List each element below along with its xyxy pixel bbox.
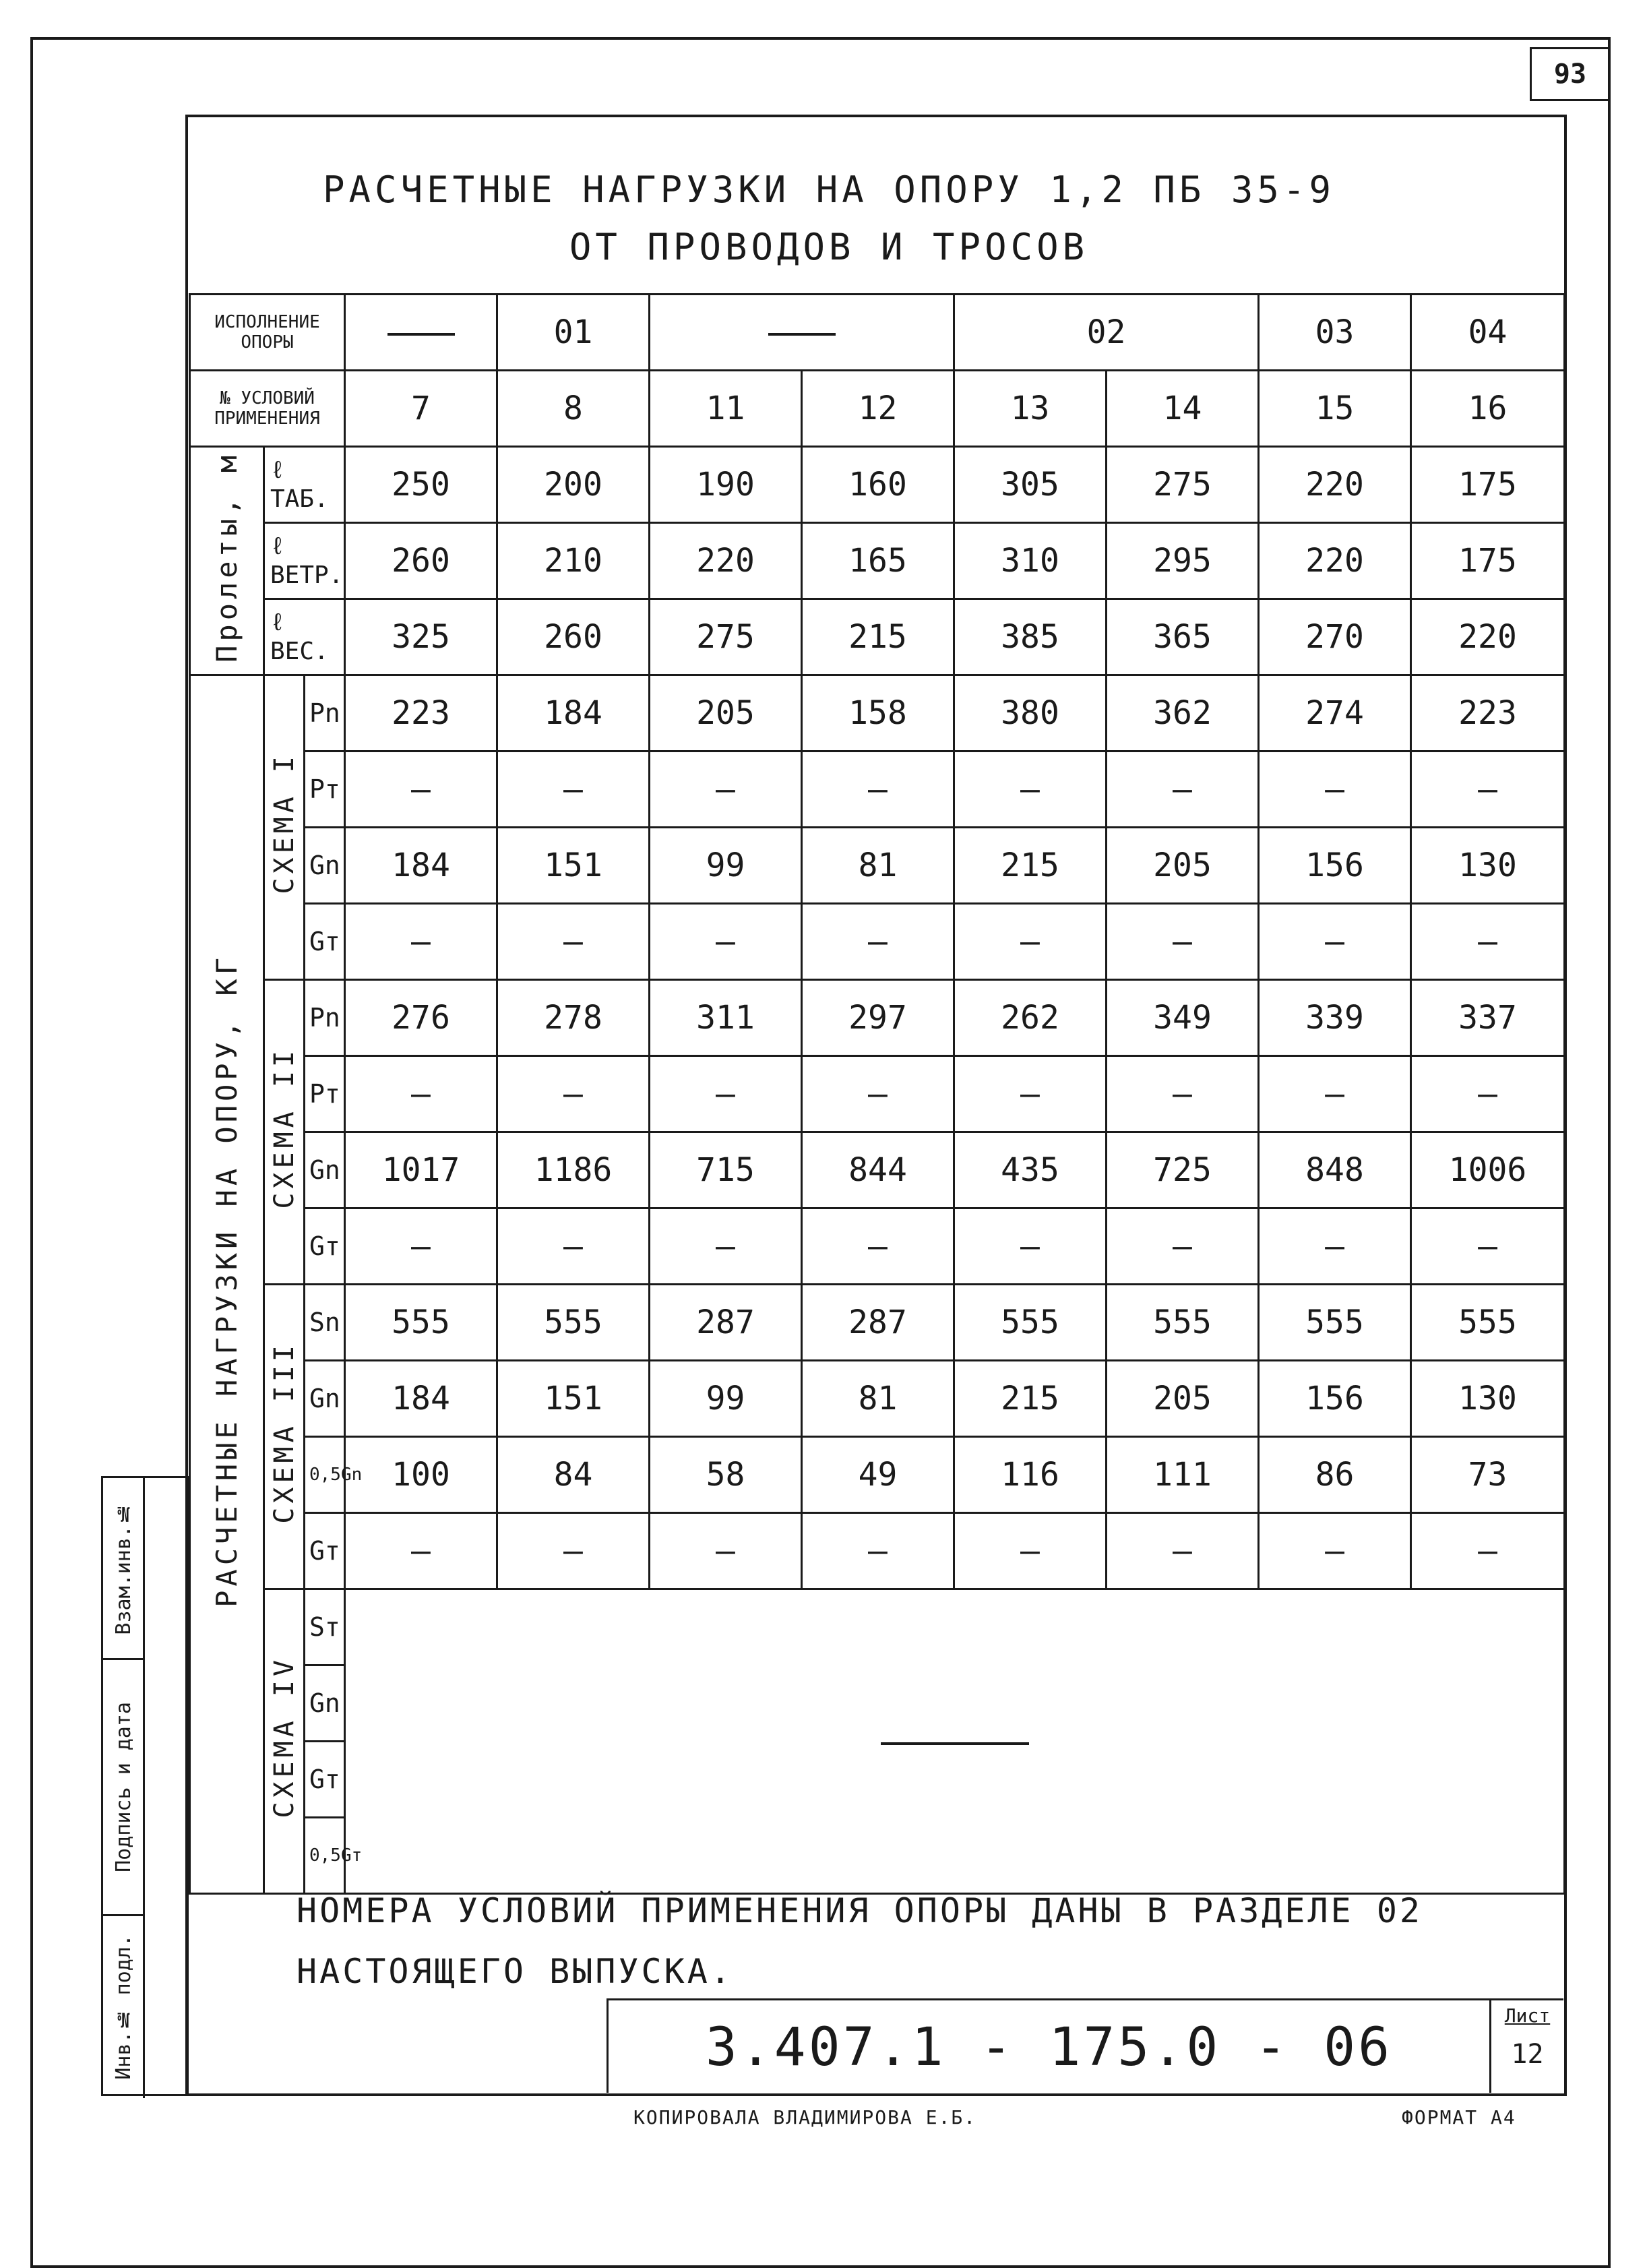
table-cell: 220 xyxy=(650,523,802,599)
scheme-row xyxy=(190,752,1565,828)
table-cell: 435 xyxy=(954,1132,1107,1208)
table-cell: 130 xyxy=(1411,1361,1565,1437)
scheme-iv-merged-cell xyxy=(345,1589,1565,1894)
sheet-number: 12 xyxy=(1511,2039,1544,2070)
title-line-1: РАСЧЕТНЫЕ НАГРУЗКИ НА ОПОРУ 1,2 ПБ 35-9 xyxy=(323,168,1335,211)
condition-value: 14 xyxy=(1107,371,1259,447)
table-cell: — xyxy=(1411,904,1565,980)
condition-value: 8 xyxy=(497,371,650,447)
table-cell: 156 xyxy=(1259,1361,1411,1437)
table-cell: 190 xyxy=(650,447,802,523)
table-cell: 555 xyxy=(1107,1285,1259,1361)
table-cell: — xyxy=(650,1513,802,1589)
table-cell: 848 xyxy=(1259,1132,1411,1208)
table-cell: 1186 xyxy=(497,1132,650,1208)
table-cell: — xyxy=(1259,904,1411,980)
condition-row xyxy=(190,371,1565,447)
table-cell: 260 xyxy=(497,599,650,675)
scheme-row xyxy=(190,1056,1565,1132)
sheet-label: Лист xyxy=(1504,2004,1551,2027)
title-line-2: ОТ ПРОВОДОВ И ТРОСОВ xyxy=(569,226,1089,268)
table-cell: 297 xyxy=(802,980,954,1056)
span-row xyxy=(190,447,1565,523)
table-cell: 715 xyxy=(650,1132,802,1208)
execution-value: 02 xyxy=(954,295,1259,371)
execution-value: 03 xyxy=(1259,295,1411,371)
format-label: ФОРМАТ А4 xyxy=(1402,2106,1516,2128)
span-label: ℓ ТАБ. xyxy=(264,447,345,523)
table-cell: 73 xyxy=(1411,1437,1565,1513)
table-cell: 215 xyxy=(802,599,954,675)
table-cell: 844 xyxy=(802,1132,954,1208)
side-cell-replace-inv: Взам.инв.№ xyxy=(103,1478,144,1660)
row-symbol: 0,5Gт xyxy=(305,1818,345,1894)
table-cell: 220 xyxy=(1259,447,1411,523)
row-symbol: Sт xyxy=(305,1589,345,1665)
table-cell: 325 xyxy=(345,599,497,675)
table-cell: 200 xyxy=(497,447,650,523)
table-cell: 287 xyxy=(802,1285,954,1361)
span-row xyxy=(190,599,1565,675)
table-cell: 158 xyxy=(802,675,954,752)
table-cell: — xyxy=(345,1513,497,1589)
span-row xyxy=(190,523,1565,599)
execution-value xyxy=(345,295,497,371)
table-cell: 339 xyxy=(1259,980,1411,1056)
table-cell: — xyxy=(954,752,1107,828)
scheme-row xyxy=(190,1132,1565,1208)
row-symbol: Gn xyxy=(305,1665,345,1742)
table-cell: 223 xyxy=(345,675,497,752)
table-cell: — xyxy=(497,904,650,980)
side-cell-sign-date: Подпись и дата xyxy=(103,1660,144,1916)
row-symbol: Gт xyxy=(305,1742,345,1818)
table-cell: 275 xyxy=(1107,447,1259,523)
table-cell: — xyxy=(345,904,497,980)
table-cell: — xyxy=(497,1056,650,1132)
execution-value xyxy=(650,295,954,371)
table-cell: 555 xyxy=(345,1285,497,1361)
table-cell: 84 xyxy=(497,1437,650,1513)
table-cell: — xyxy=(650,1056,802,1132)
scheme-row xyxy=(190,1437,1565,1513)
table-cell: 555 xyxy=(1411,1285,1565,1361)
row-symbol: Gт xyxy=(305,1513,345,1589)
scheme-label: СХЕМА II xyxy=(264,980,305,1285)
spans-group-label: Пролеты, м xyxy=(190,447,264,675)
table-cell: 220 xyxy=(1411,599,1565,675)
row-symbol: Pn xyxy=(305,980,345,1056)
row-symbol: Pт xyxy=(305,752,345,828)
table-cell: 175 xyxy=(1411,447,1565,523)
scheme-row xyxy=(190,980,1565,1056)
table-cell: 220 xyxy=(1259,523,1411,599)
table-cell: 86 xyxy=(1259,1437,1411,1513)
table-cell: — xyxy=(1107,904,1259,980)
scheme-row xyxy=(190,1285,1565,1361)
table-cell: — xyxy=(802,1513,954,1589)
table-cell: 215 xyxy=(954,1361,1107,1437)
table-cell: — xyxy=(497,1208,650,1285)
execution-row xyxy=(190,295,1565,371)
row-symbol: Gт xyxy=(305,1208,345,1285)
table-cell: 130 xyxy=(1411,828,1565,904)
table-cell: 270 xyxy=(1259,599,1411,675)
table-cell: — xyxy=(1259,1208,1411,1285)
note-line-2: НАСТОЯЩЕГО ВЫПУСКА. xyxy=(297,1952,733,1991)
table-cell: 223 xyxy=(1411,675,1565,752)
table-cell: — xyxy=(345,1056,497,1132)
table-cell: 205 xyxy=(1107,1361,1259,1437)
table-cell: — xyxy=(802,904,954,980)
scheme-row xyxy=(190,904,1565,980)
table-cell: 278 xyxy=(497,980,650,1056)
table-cell: 116 xyxy=(954,1437,1107,1513)
table-cell: — xyxy=(1259,752,1411,828)
scheme-iv-dash xyxy=(881,1723,1029,1760)
table-cell: — xyxy=(1107,1208,1259,1285)
table-cell: 555 xyxy=(954,1285,1107,1361)
table-cell: 274 xyxy=(1259,675,1411,752)
condition-value: 13 xyxy=(954,371,1107,447)
table-cell: 362 xyxy=(1107,675,1259,752)
condition-value: 16 xyxy=(1411,371,1565,447)
table-cell: — xyxy=(954,1513,1107,1589)
table-cell: 260 xyxy=(345,523,497,599)
copied-by: КОПИРОВАЛА ВЛАДИМИРОВА Е.Б. xyxy=(633,2106,977,2128)
row-symbol: Gn xyxy=(305,1361,345,1437)
table-cell: — xyxy=(497,1513,650,1589)
table-cell: 215 xyxy=(954,828,1107,904)
scheme-row xyxy=(190,1513,1565,1589)
table-cell: 305 xyxy=(954,447,1107,523)
table-cell: — xyxy=(345,752,497,828)
table-cell: 210 xyxy=(497,523,650,599)
table-cell: 165 xyxy=(802,523,954,599)
table-cell: 184 xyxy=(497,675,650,752)
side-stamp xyxy=(101,1476,189,2096)
table-cell: — xyxy=(1411,752,1565,828)
table-cell: 725 xyxy=(1107,1132,1259,1208)
table-cell: 250 xyxy=(345,447,497,523)
condition-value: 11 xyxy=(650,371,802,447)
page-number: 93 xyxy=(1530,47,1611,101)
table-cell: — xyxy=(954,1208,1107,1285)
table-cell: — xyxy=(1411,1513,1565,1589)
table-cell: — xyxy=(650,752,802,828)
table-cell: — xyxy=(1107,1513,1259,1589)
table-cell: 262 xyxy=(954,980,1107,1056)
table-cell: — xyxy=(954,904,1107,980)
sheet-box xyxy=(1489,1998,1563,2093)
table-cell: 184 xyxy=(345,1361,497,1437)
table-cell: 311 xyxy=(650,980,802,1056)
table-cell: 337 xyxy=(1411,980,1565,1056)
row-symbol: Pn xyxy=(305,675,345,752)
table-cell: — xyxy=(802,1056,954,1132)
scheme-row xyxy=(190,828,1565,904)
row-symbol: Gn xyxy=(305,1132,345,1208)
table-cell: 100 xyxy=(345,1437,497,1513)
scheme-row xyxy=(190,1589,1565,1665)
condition-label: № УСЛОВИЙ ПРИМЕНЕНИЯ xyxy=(190,371,345,447)
scheme-label: СХЕМА I xyxy=(264,675,305,980)
row-symbol: 0,5Gn xyxy=(305,1437,345,1513)
table-cell: 380 xyxy=(954,675,1107,752)
table-cell: 151 xyxy=(497,1361,650,1437)
table-cell: 205 xyxy=(650,675,802,752)
condition-value: 12 xyxy=(802,371,954,447)
execution-value: 04 xyxy=(1411,295,1565,371)
condition-value: 15 xyxy=(1259,371,1411,447)
span-label: ℓ ВЕТР. xyxy=(264,523,345,599)
table-cell: 287 xyxy=(650,1285,802,1361)
side-stamp-col xyxy=(103,1478,145,2098)
condition-value: 7 xyxy=(345,371,497,447)
table-cell: — xyxy=(345,1208,497,1285)
table-cell: 205 xyxy=(1107,828,1259,904)
span-label: ℓ ВЕС. xyxy=(264,599,345,675)
table-cell: 365 xyxy=(1107,599,1259,675)
table-cell: — xyxy=(802,1208,954,1285)
scheme-label: СХЕМА IV xyxy=(264,1589,305,1894)
table-cell: 81 xyxy=(802,1361,954,1437)
scheme-row xyxy=(190,1361,1565,1437)
table-cell: — xyxy=(1259,1056,1411,1132)
table-cell: — xyxy=(1107,752,1259,828)
document-code: 3.407.1 - 175.0 - 06 xyxy=(607,1998,1489,2093)
row-symbol: Gn xyxy=(305,828,345,904)
table-cell: — xyxy=(1411,1056,1565,1132)
note xyxy=(297,1880,1563,2002)
note-line-1: НОМЕРА УСЛОВИЙ ПРИМЕНЕНИЯ ОПОРЫ ДАНЫ В РАЗДЕЛЕ 02 xyxy=(297,1891,1423,1930)
table-cell: 111 xyxy=(1107,1437,1259,1513)
scheme-row xyxy=(190,675,1565,752)
table-cell: — xyxy=(650,1208,802,1285)
row-symbol: Sn xyxy=(305,1285,345,1361)
table-cell: — xyxy=(650,904,802,980)
table-cell: 295 xyxy=(1107,523,1259,599)
table-cell: — xyxy=(1259,1513,1411,1589)
table-cell: — xyxy=(497,752,650,828)
table-cell: 81 xyxy=(802,828,954,904)
table-cell: 99 xyxy=(650,828,802,904)
table-cell: 1006 xyxy=(1411,1132,1565,1208)
table-cell: 99 xyxy=(650,1361,802,1437)
table-cell: 349 xyxy=(1107,980,1259,1056)
loads-group-label: РАСЧЕТНЫЕ НАГРУЗКИ НА ОПОРУ, КГ xyxy=(190,675,264,1894)
execution-label: ИСПОЛНЕНИЕ ОПОРЫ xyxy=(190,295,345,371)
table-cell: 58 xyxy=(650,1437,802,1513)
table-cell: 175 xyxy=(1411,523,1565,599)
scheme-label: СХЕМА III xyxy=(264,1285,305,1589)
table-cell: 275 xyxy=(650,599,802,675)
row-symbol: Pт xyxy=(305,1056,345,1132)
scheme-row xyxy=(190,1208,1565,1285)
execution-value: 01 xyxy=(497,295,650,371)
table-cell: 555 xyxy=(497,1285,650,1361)
table-cell: — xyxy=(1107,1056,1259,1132)
table-cell: 49 xyxy=(802,1437,954,1513)
table-cell: 160 xyxy=(802,447,954,523)
table-cell: 156 xyxy=(1259,828,1411,904)
table-cell: 385 xyxy=(954,599,1107,675)
row-symbol: Gт xyxy=(305,904,345,980)
table-cell: 184 xyxy=(345,828,497,904)
table-cell: — xyxy=(1411,1208,1565,1285)
table-cell: 151 xyxy=(497,828,650,904)
side-cell-inv-no: Инв.№ подл. xyxy=(111,1934,135,2080)
table-cell: 555 xyxy=(1259,1285,1411,1361)
table-cell: — xyxy=(802,752,954,828)
table-cell: 1017 xyxy=(345,1132,497,1208)
loads-table xyxy=(189,293,1565,1895)
table-cell: — xyxy=(954,1056,1107,1132)
table-cell: 310 xyxy=(954,523,1107,599)
table-cell: 276 xyxy=(345,980,497,1056)
